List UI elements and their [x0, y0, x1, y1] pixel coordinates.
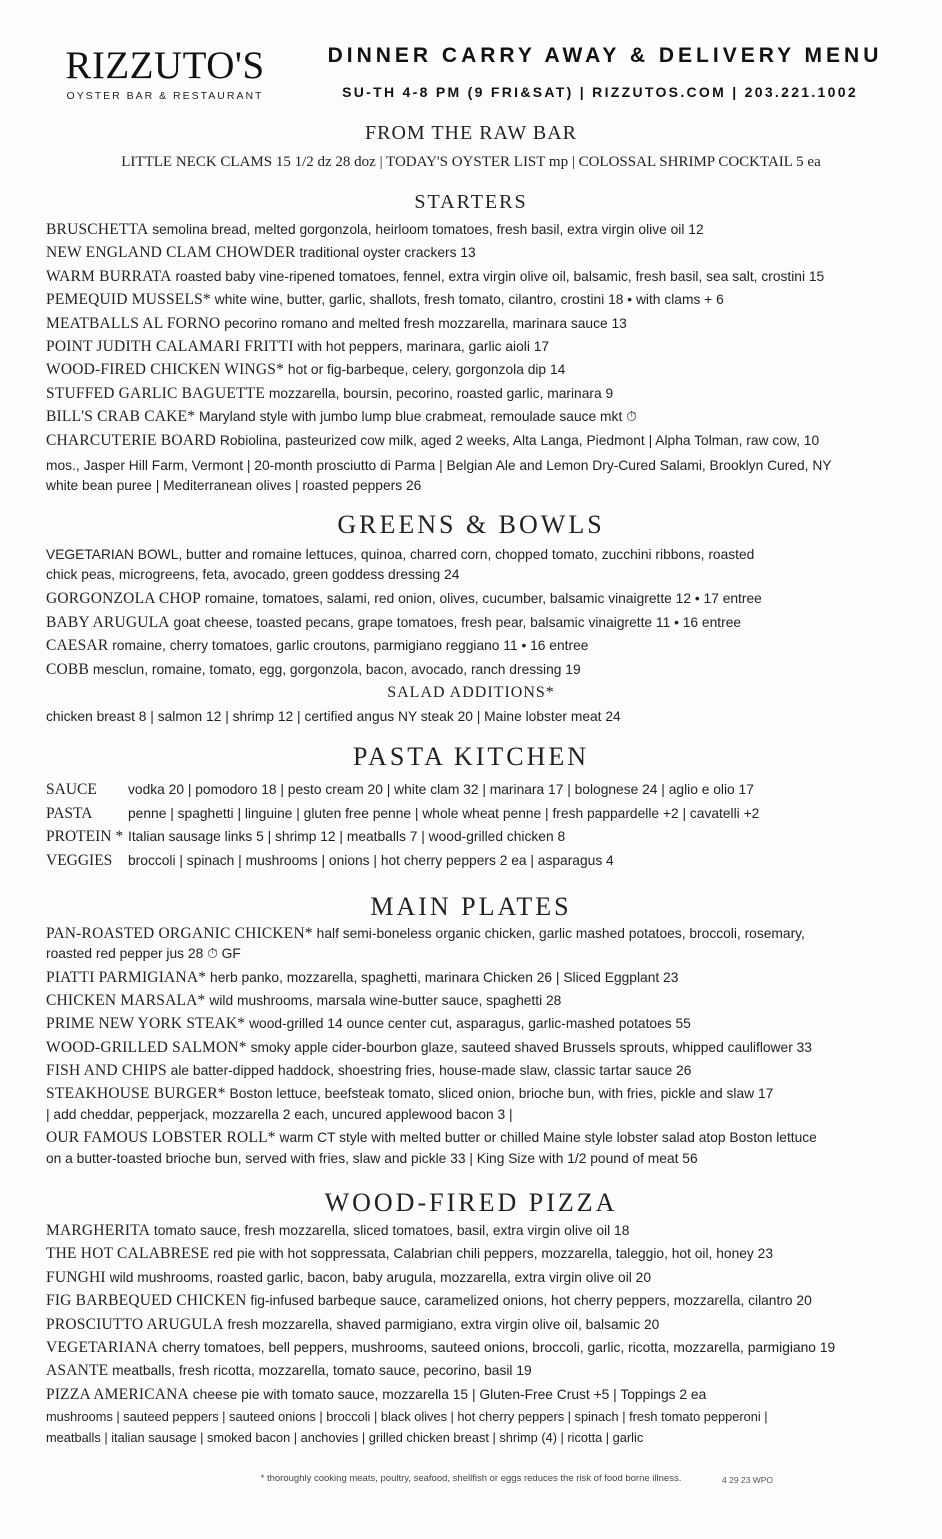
- item-name: PIZZA AMERICANA: [46, 1385, 189, 1403]
- menu-version-code: 4 29 23 WPO: [722, 1475, 774, 1485]
- item-name: STUFFED GARLIC BAGUETTE: [46, 384, 266, 402]
- item-desc: cheese pie with tomato sauce, mozzarella 15 | Gluten-Free Crust +5 | Toppings 2 ea: [188, 1386, 707, 1402]
- pasta-row-options: broccoli | spinach | mushrooms | onions | hot cherry peppers 2 ea | asparagus 4: [128, 852, 614, 868]
- pasta-row-label: VEGGIES: [46, 851, 113, 869]
- menu-item: [46, 221, 916, 239]
- pasta-row-label: PROTEIN *: [46, 828, 124, 846]
- item-desc: romaine, tomatoes, salami, red onion, olives, cucumber, balsamic vinaigrette 12 • 17 entree: [201, 591, 762, 606]
- item-desc: romaine, cherry tomatoes, garlic croutons, parmigiano reggiano 11 • 16 entree: [108, 638, 589, 653]
- pasta-row-label: PASTA: [46, 804, 93, 822]
- item-name: PRIME NEW YORK STEAK*: [46, 1015, 246, 1033]
- item-desc: red pie with hot soppressata, Calabrian chili peppers, mozzarella, taleggio, hot oil, honey 23: [209, 1246, 773, 1262]
- menu-item: [46, 408, 916, 426]
- item-desc: Maryland style with jumbo lump blue crabmeat, remoulade sauce mkt ⏱: [195, 409, 637, 425]
- item-desc: smoky apple cider-bourbon glaze, sauteed shaved Brussels sprouts, whipped cauliflower 33: [246, 1039, 812, 1055]
- toppings-line-1: mushrooms | sauteed peppers | sauteed onions | broccoli | black olives | hot cherry peppers | spinach | fresh tomato pepperoni |: [46, 1409, 768, 1424]
- item-name: COBB: [46, 660, 90, 678]
- vegetarian-bowl-line-2: chick peas, microgreens, feta, avocado, green goddess dressing 24: [46, 567, 460, 582]
- organic-chicken-continued: roasted red pepper jus 28 ⏱ GF: [46, 946, 241, 961]
- logo-tagline: OYSTER BAR & RESTAURANT: [66, 90, 264, 102]
- item-name: MARGHERITA: [46, 1222, 151, 1239]
- menu-item: [46, 661, 916, 679]
- restaurant-logo: [52, 44, 278, 102]
- item-desc: ale batter-dipped haddock, shoestring fries, house-made slaw, classic tartar sauce 26: [166, 1062, 692, 1078]
- menu-item: [46, 590, 916, 608]
- item-desc: with hot peppers, marinara, garlic aioli 17: [293, 339, 550, 354]
- menu-item-lobster-roll: [46, 1129, 916, 1147]
- pasta-row: [46, 852, 916, 870]
- item-name: WOOD-FIRED CHICKEN WINGS*: [46, 361, 285, 379]
- menu-item: [46, 992, 916, 1010]
- item-name: NEW ENGLAND CLAM CHOWDER: [46, 244, 296, 262]
- item-desc: wild mushrooms, roasted garlic, bacon, baby arugula, mozzarella, extra virgin olive oil 20: [105, 1269, 651, 1285]
- menu-title: DINNER CARRY AWAY & DELIVERY MENU: [327, 44, 883, 67]
- charcuterie-continued-2: white bean puree | Mediterranean olives | roasted peppers 26: [46, 478, 422, 493]
- menu-item: [46, 432, 916, 450]
- item-desc: white wine, butter, garlic, shallots, fresh tomato, cilantro, crostini 18 • with clams + 6: [210, 292, 724, 308]
- item-desc: roasted baby vine-ripened tomatoes, fennel, extra virgin olive oil, balsamic, fresh basil, sea salt, crostini 15: [171, 268, 825, 284]
- menu-item: [46, 268, 916, 286]
- menu-hours-contact: SU-TH 4-8 PM (9 FRI&SAT) | RIZZUTOS.COM | 203.221.1002: [342, 84, 858, 100]
- item-desc: wild mushrooms, marsala wine-butter sauce, spaghetti 28: [205, 993, 562, 1009]
- item-desc: goat cheese, toasted pecans, grape tomatoes, fresh pear, balsamic vinaigrette 11 • 16 entree: [169, 614, 742, 630]
- menu-item: [46, 1362, 916, 1380]
- item-name: ASANTE: [46, 1362, 109, 1380]
- item-desc: half semi-boneless organic chicken, garlic mashed potatoes, broccoli, rosemary,: [312, 926, 805, 941]
- menu-item: [46, 1316, 916, 1334]
- item-name: PAN-ROASTED ORGANIC CHICKEN*: [46, 925, 313, 942]
- menu-item: [46, 1292, 916, 1310]
- item-name: WOOD-GRILLED SALMON*: [46, 1038, 247, 1056]
- item-desc: tomato sauce, fresh mozzarella, sliced tomatoes, basil, extra virgin olive oil 18: [150, 1223, 630, 1238]
- item-name: POINT JUDITH CALAMARI FRITTI: [46, 338, 294, 355]
- item-desc: mozzarella, boursin, pecorino, roasted garlic, marinara 9: [265, 385, 614, 401]
- item-name: PEMEQUID MUSSELS*: [46, 291, 211, 309]
- item-name: VEGETARIANA: [46, 1339, 159, 1356]
- menu-item: [46, 361, 916, 379]
- menu-item-organic-chicken: [46, 925, 916, 943]
- item-name: STEAKHOUSE BURGER*: [46, 1085, 226, 1102]
- menu-item: [46, 1085, 916, 1103]
- item-desc: semolina bread, melted gorgonzola, heirloom tomatoes, fresh basil, extra virgin olive oil 12: [148, 222, 704, 237]
- pasta-row: [46, 828, 916, 846]
- menu-item: [46, 637, 916, 655]
- salad-additions-line: chicken breast 8 | salmon 12 | shrimp 12 | certified angus NY steak 20 | Maine lobster meat 24: [46, 709, 621, 724]
- toppings-line-2: meatballs | italian sausage | smoked bacon | anchovies | grilled chicken breast | shrimp (4) | ricotta | garlic: [46, 1430, 644, 1445]
- menu-item: [46, 1062, 916, 1080]
- pasta-row-options: vodka 20 | pomodoro 18 | pesto cream 20 | white clam 32 | marinara 17 | bolognese 24 | aglio e olio 17: [128, 782, 754, 797]
- pasta-row-options: penne | spaghetti | linguine | gluten free penne | whole wheat penne | fresh pappardelle +2 | cavatelli +2: [128, 805, 760, 821]
- item-name: FUNGHI: [46, 1268, 106, 1286]
- pasta-row: [46, 781, 916, 799]
- menu-item: [46, 315, 916, 333]
- item-desc: fresh mozzarella, shaved parmigiano, extra virgin olive oil, balsamic 20: [223, 1316, 660, 1332]
- item-desc: meatballs, fresh ricotta, mozzarella, tomato sauce, pecorino, basil 19: [108, 1363, 532, 1379]
- item-desc: warm CT style with melted butter or chilled Maine style lobster salad atop Boston lettuce: [275, 1130, 817, 1145]
- item-desc: fig-infused barbeque sauce, caramelized onions, hot cherry peppers, mozzarella, cilantro 20: [246, 1293, 812, 1309]
- item-desc: hot or fig-barbeque, celery, gorgonzola dip 14: [284, 362, 566, 378]
- section-raw-bar-heading: FROM THE RAW BAR: [364, 122, 578, 144]
- item-desc: Boston lettuce, beefsteak tomato, sliced onion, brioche bun, with fries, pickle and slaw 17: [225, 1086, 774, 1101]
- item-name: THE HOT CALABRESE: [46, 1245, 210, 1263]
- logo-wordmark: RIZZUTO'S: [65, 44, 265, 87]
- section-pizza-heading: WOOD-FIRED PIZZA: [324, 1188, 618, 1217]
- item-name: BABY ARUGULA: [46, 613, 170, 631]
- item-name: FISH AND CHIPS: [46, 1061, 167, 1079]
- item-name: CHICKEN MARSALA*: [46, 992, 206, 1010]
- menu-item: [46, 614, 916, 632]
- menu-item: [46, 338, 916, 356]
- food-safety-note: * thoroughly cooking meats, poultry, seafood, shellfish or eggs reduces the risk of food borne illness.: [260, 1473, 682, 1484]
- menu-item: [46, 291, 916, 309]
- item-name: FIG BARBEQUED CHICKEN: [46, 1292, 247, 1310]
- item-name: MEATBALLS AL FORNO: [46, 314, 221, 332]
- salad-additions-heading: SALAD ADDITIONS*: [387, 684, 555, 701]
- menu-item: [46, 969, 916, 987]
- item-desc: cherry tomatoes, bell peppers, mushrooms, sauteed onions, broccoli, garlic, ricotta, mozzarella, parmigiano 19: [158, 1340, 836, 1355]
- item-name: GORGONZOLA CHOP: [46, 590, 201, 607]
- menu-item: [46, 1039, 916, 1057]
- item-name: CHARCUTERIE BOARD: [46, 431, 217, 449]
- item-name: PIATTI PARMIGIANA*: [46, 969, 207, 986]
- item-name: CAESAR: [46, 637, 109, 654]
- burger-continued: | add cheddar, pepperjack, mozzarella 2 each, uncured applewood bacon 3 |: [46, 1107, 513, 1122]
- pasta-row: [46, 805, 916, 823]
- item-desc: wood-grilled 14 ounce center cut, asparagus, garlic-mashed potatoes 55: [245, 1016, 691, 1032]
- menu-item: [46, 1339, 916, 1357]
- item-name: BILL'S CRAB CAKE*: [46, 408, 196, 426]
- menu-item: [46, 1386, 916, 1404]
- pasta-row-options: Italian sausage links 5 | shrimp 12 | meatballs 7 | wood-grilled chicken 8: [128, 829, 566, 845]
- menu-item: [46, 1269, 916, 1287]
- section-starters-heading: STARTERS: [414, 191, 528, 213]
- section-pasta-heading: PASTA KITCHEN: [352, 742, 590, 771]
- vegetarian-bowl-line-1: VEGETARIAN BOWL, butter and romaine lettuces, quinoa, charred corn, chopped tomato, zucchini ribbons, roasted: [46, 547, 755, 562]
- item-desc: Robiolina, pasteurized cow milk, aged 2 weeks, Alta Langa, Piedmont | Alpha Tolman, raw cow, 10: [216, 432, 820, 448]
- menu-item: [46, 1015, 916, 1033]
- raw-bar-line: LITTLE NECK CLAMS 15 1/2 dz 28 doz | TODAY'S OYSTER LIST mp | COLOSSAL SHRIMP COCKTAIL 5 ea: [121, 154, 821, 170]
- charcuterie-continued-1: mos., Jasper Hill Farm, Vermont | 20-month prosciutto di Parma | Belgian Ale and Lemon Dry-Cured Salami, Brooklyn Cured, NY: [46, 458, 832, 473]
- menu-item: [46, 385, 916, 403]
- item-name: WARM BURRATA: [46, 267, 172, 285]
- section-main-plates-heading: MAIN PLATES: [370, 892, 572, 921]
- lobster-roll-continued: on a butter-toasted brioche bun, served with fries, slaw and pickle 33 | King Size with 1/2 pound of meat 56: [46, 1151, 698, 1166]
- item-name: PROSCIUTTO ARUGULA: [46, 1315, 224, 1333]
- menu-item: [46, 244, 916, 262]
- item-desc: pecorino romano and melted fresh mozzarella, marinara sauce 13: [220, 315, 627, 331]
- item-desc: herb panko, mozzarella, spaghetti, marinara Chicken 26 | Sliced Eggplant 23: [206, 970, 679, 985]
- item-desc: mesclun, romaine, tomato, egg, gorgonzola, bacon, avocado, ranch dressing 19: [89, 661, 581, 677]
- menu-item: [46, 1222, 916, 1240]
- menu-item: [46, 1245, 916, 1263]
- item-name: BRUSCHETTA: [46, 221, 149, 238]
- item-desc: traditional oyster crackers 13: [295, 245, 476, 261]
- section-greens-heading: GREENS & BOWLS: [337, 510, 605, 539]
- item-name: OUR FAMOUS LOBSTER ROLL*: [46, 1129, 276, 1146]
- pasta-row-label: SAUCE: [46, 781, 97, 798]
